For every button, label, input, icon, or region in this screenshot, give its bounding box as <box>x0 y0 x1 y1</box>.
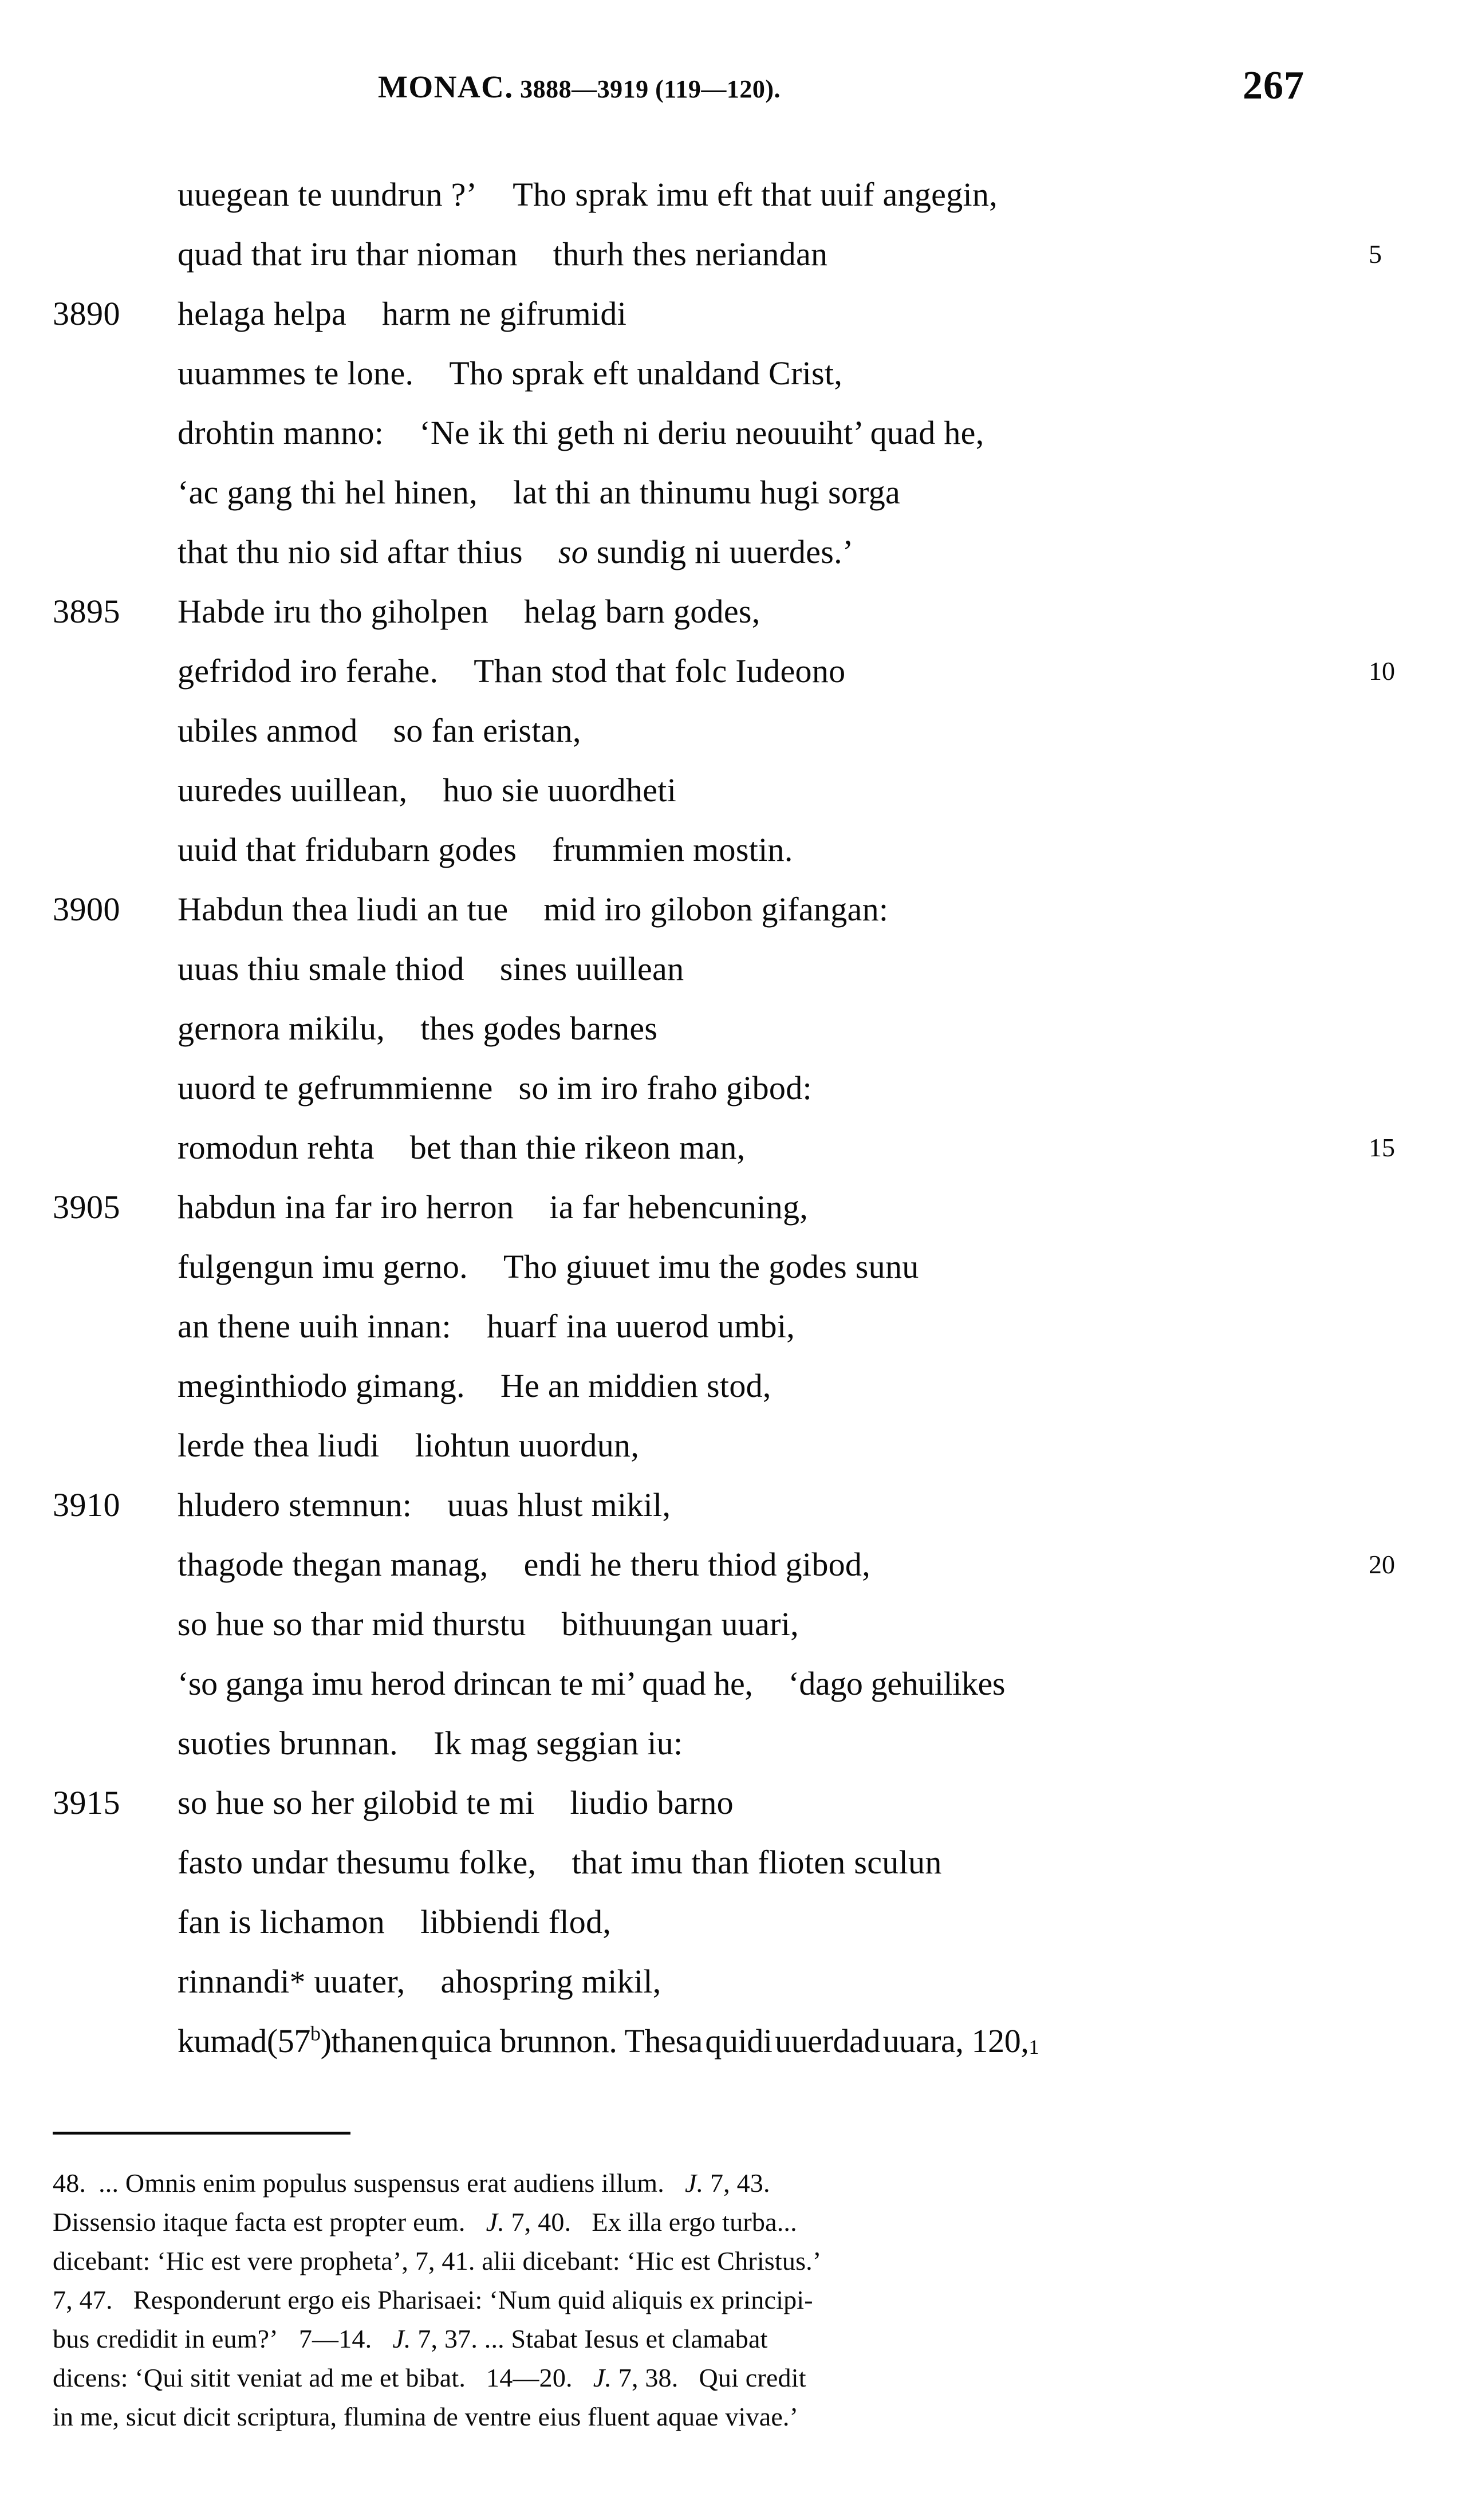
verse-text: meginthiodo gimang. He an middien stod, <box>178 1367 771 1404</box>
verse-line <box>0 1058 1466 1118</box>
apparatus-line: dicebant: ‘Hic est vere propheta’, 7, 41. alii dicebant: ‘Hic est Christus.’ <box>53 2246 822 2275</box>
verse-text: uuas thiu smale thiod sines uuillean <box>178 950 684 987</box>
apparatus-line: Dissensio itaque facta est propter eum. J. 7, 40. Ex illa ergo turba... <box>53 2207 797 2236</box>
verse-text: rinnandi* uuater, ahospring mikil, <box>178 1963 661 2000</box>
verse-line <box>0 939 1466 999</box>
verse-text: fan is lichamon libbiendi flod, <box>178 1903 612 1940</box>
verse-line <box>0 761 1466 820</box>
margin-line-number: 20 <box>1369 1550 1395 1579</box>
apparatus-line: dicens: ‘Qui sitit veniat ad me et bibat. 14—20. J. 7, 38. Qui credit <box>53 2363 806 2392</box>
verse-number: 3915 <box>53 1784 120 1821</box>
margin-line-number: 10 <box>1369 656 1395 686</box>
verse-line <box>0 522 1466 582</box>
verse-line <box>0 1952 1466 2011</box>
verse-text: fasto undar thesumu folke, that imu than flioten sculun <box>178 1844 942 1881</box>
verse-line <box>0 1475 1466 1535</box>
verse-line <box>0 284 1466 344</box>
verse-number: 3905 <box>53 1188 120 1226</box>
verse-line <box>0 1416 1466 1475</box>
verse-line <box>0 1773 1466 1833</box>
verse-line <box>0 999 1466 1058</box>
verse-text: ubiles anmod so fan eristan, <box>178 712 581 749</box>
page-number: 267 <box>1243 64 1305 108</box>
apparatus-line: 7, 47. Responderunt ergo eis Pharisaei: ‘Num quid aliquis ex principi- <box>53 2285 813 2314</box>
verse-line <box>0 463 1466 522</box>
verse-text: uuegean te uundrun ?’ Tho sprak imu eft that uuif angegin, <box>178 176 998 213</box>
verse-text: helaga helpa harm ne gifrumidi <box>178 295 627 332</box>
verse-number: 3900 <box>53 891 120 928</box>
verse-text: habdun ina far iro herron ia far hebencuning, <box>178 1188 809 1226</box>
running-head-folio-range: (119—120). <box>655 75 781 103</box>
verse-line <box>0 1594 1466 1654</box>
verse-line <box>0 641 1466 701</box>
verse-text: uuammes te lone. Tho sprak eft unaldand Crist, <box>178 355 843 392</box>
verse-text: hludero stemnun: uuas hlust mikil, <box>178 1486 671 1523</box>
verse-line <box>0 2011 1466 2071</box>
verse-text: kumad(57$^b$)thanen quica brunnon. Thesa quidi uuerdad uuara, $120,_1$ <box>178 2022 1039 2060</box>
footnote-divider <box>53 2132 350 2135</box>
verse-line <box>0 1833 1466 1892</box>
apparatus-line: bus credidit in eum?’ 7—14. J. 7, 37. ... Stabat Iesus et clamabat <box>53 2324 768 2353</box>
verse-text: ‘so ganga imu herod drincan te mi’ quad he, ‘dago gehuilikes <box>178 1665 1006 1702</box>
verse-text: Habdun thea liudi an tue mid iro gilobon gifangan: <box>178 891 889 928</box>
verse-text: gefridod iro ferahe. Than stod that folc Iudeono <box>178 652 846 690</box>
running-head-line-range: 3888—3919 <box>520 75 649 103</box>
verse-number: 3890 <box>53 295 120 332</box>
verse-line <box>0 1535 1466 1594</box>
verse-text: an thene uuih innan: huarf ina uuerod umbi, <box>178 1308 795 1345</box>
verse-line <box>0 820 1466 880</box>
verse-text: thagode thegan manag, endi he theru thiod gibod, <box>178 1546 871 1583</box>
verse-text: suoties brunnan. Ik mag seggian iu: <box>178 1724 683 1762</box>
verse-line <box>0 582 1466 641</box>
verse-line <box>0 1892 1466 1952</box>
verse-text: gernora mikilu, thes godes barnes <box>178 1010 658 1047</box>
running-head-title <box>378 69 781 105</box>
verse-text: so hue so her gilobid te mi liudio barno <box>178 1784 734 1821</box>
verse-number: 3910 <box>53 1486 120 1523</box>
verse-text: so hue so thar mid thurstu bithuungan uuari, <box>178 1605 799 1643</box>
verse-line <box>0 344 1466 403</box>
verse-text: lerde thea liudi liohtun uuordun, <box>178 1427 640 1464</box>
running-head <box>0 64 1466 115</box>
verse-line <box>0 1237 1466 1297</box>
verse-line <box>0 1654 1466 1714</box>
verse-line <box>0 880 1466 939</box>
verse-line <box>0 701 1466 761</box>
apparatus-block <box>53 2164 1416 2436</box>
verse-line <box>0 1297 1466 1356</box>
verse-text: romodun rehta bet than thie rikeon man, <box>178 1129 746 1166</box>
apparatus-marker: 48. <box>53 2168 86 2198</box>
verse-text: uuredes uuillean, huo sie uuordheti <box>178 771 677 809</box>
apparatus-line: in me, sicut dicit scriptura, flumina de ventre eius fluent aquae vivae.’ <box>53 2402 799 2431</box>
verse-block <box>0 165 1466 2071</box>
margin-chapter-subscript: 1 <box>1028 2035 1039 2058</box>
manuscript-folio-superscript: b <box>310 2022 321 2045</box>
verse-text: ‘ac gang thi hel hinen, lat thi an thinumu hugi sorga <box>178 474 901 511</box>
verse-text: drohtin manno: ‘Ne ik thi geth ni deriu neouuiht’ quad he, <box>178 414 984 451</box>
verse-line <box>0 1118 1466 1178</box>
verse-line <box>0 1178 1466 1237</box>
verse-text: Habde iru tho giholpen helag barn godes, <box>178 593 760 630</box>
verse-text: fulgengun imu gerno. Tho giuuet imu the godes sunu <box>178 1248 919 1285</box>
verse-line <box>0 225 1466 284</box>
margin-line-number: 15 <box>1369 1133 1395 1162</box>
verse-text: uuord te gefrummienne so im iro fraho gibod: <box>178 1069 812 1107</box>
running-head-manuscript: MONAC. <box>378 69 514 104</box>
verse-number: 3895 <box>53 593 120 630</box>
footnote-asterisk: * <box>289 1964 306 1999</box>
verse-text: uuid that fridubarn godes frummien mostin. <box>178 831 793 868</box>
verse-line <box>0 165 1466 225</box>
verse-line <box>0 1714 1466 1773</box>
apparatus-line: 48. ... Omnis enim populus suspensus erat audiens illum. J. 7, 43. <box>53 2168 770 2198</box>
verse-text: that thu nio sid aftar thius so sundig ni uuerdes.’ <box>178 533 854 570</box>
margin-line-number: 5 <box>1369 239 1382 269</box>
verse-text: quad that iru thar nioman thurh thes neriandan <box>178 235 828 273</box>
verse-line <box>0 1356 1466 1416</box>
verse-line <box>0 403 1466 463</box>
